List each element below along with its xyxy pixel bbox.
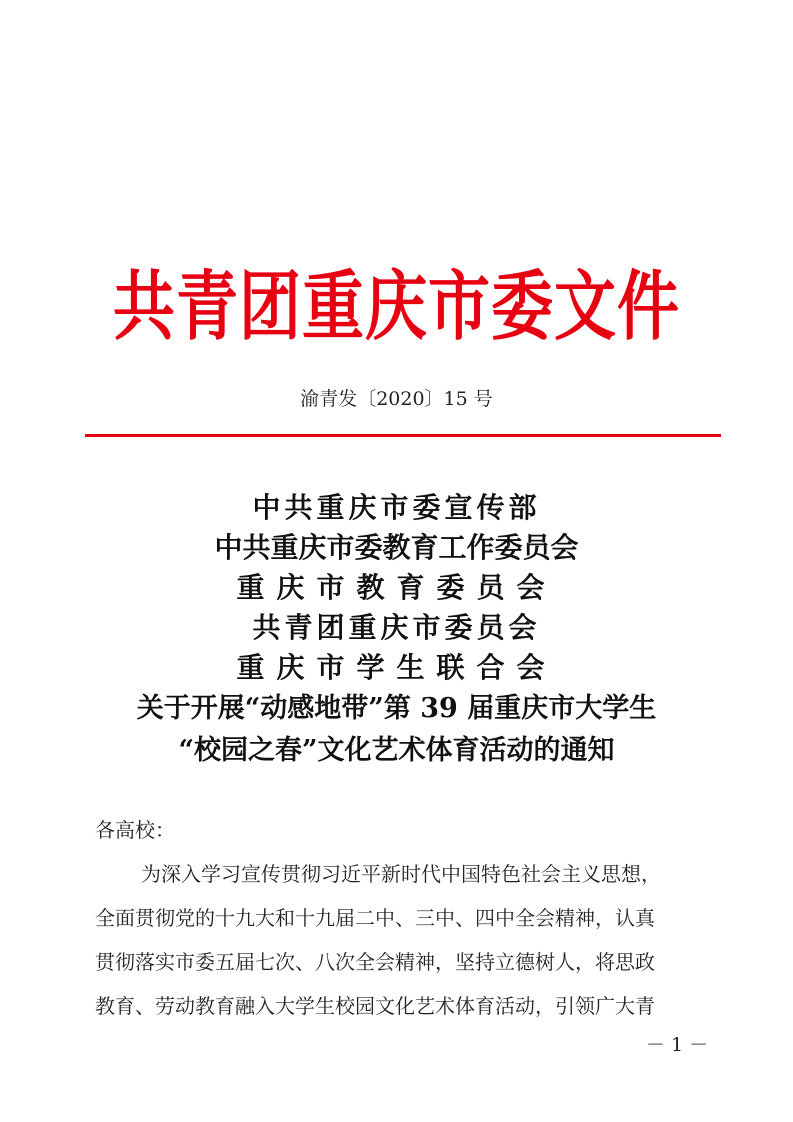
issuer-line: 共青团重庆市委员会 <box>252 611 541 644</box>
issuer-line: 重庆市教育委员会 <box>236 571 557 604</box>
body-line: 教育、劳动教育融入大学生校园文化艺术体育活动，引领广大青 <box>95 994 655 1018</box>
notice-title <box>0 688 793 772</box>
body-paragraph <box>95 852 705 1028</box>
issuer-line: 重庆市学生联合会 <box>236 651 557 684</box>
issuer-line: 中共重庆市委教育工作委员会 <box>214 531 579 564</box>
issuing-organizations <box>0 488 793 688</box>
red-divider-rule <box>85 434 721 437</box>
notice-title-line: 关于开展“动感地带”第 39 届重庆市大学生 <box>136 693 657 724</box>
notice-title-line: “校园之春”文化艺术体育活动的通知 <box>178 735 615 766</box>
body-line: 贯彻落实市委五届七次、八次全会精神，坚持立德树人，将思政 <box>95 950 655 974</box>
page-number: － 1 － <box>646 1034 709 1056</box>
document-number: 渝青发〔2020〕15 号 <box>300 388 493 410</box>
document-header-title: 共青团重庆市委文件 <box>112 261 680 351</box>
issuer-line: 中共重庆市委宣传部 <box>252 491 541 524</box>
body-line: 为深入学习宣传贯彻习近平新时代中国特色社会主义思想， <box>141 862 661 886</box>
body-line: 全面贯彻党的十九大和十九届二中、三中、四中全会精神，认真 <box>95 906 655 930</box>
salutation: 各高校： <box>95 818 175 842</box>
